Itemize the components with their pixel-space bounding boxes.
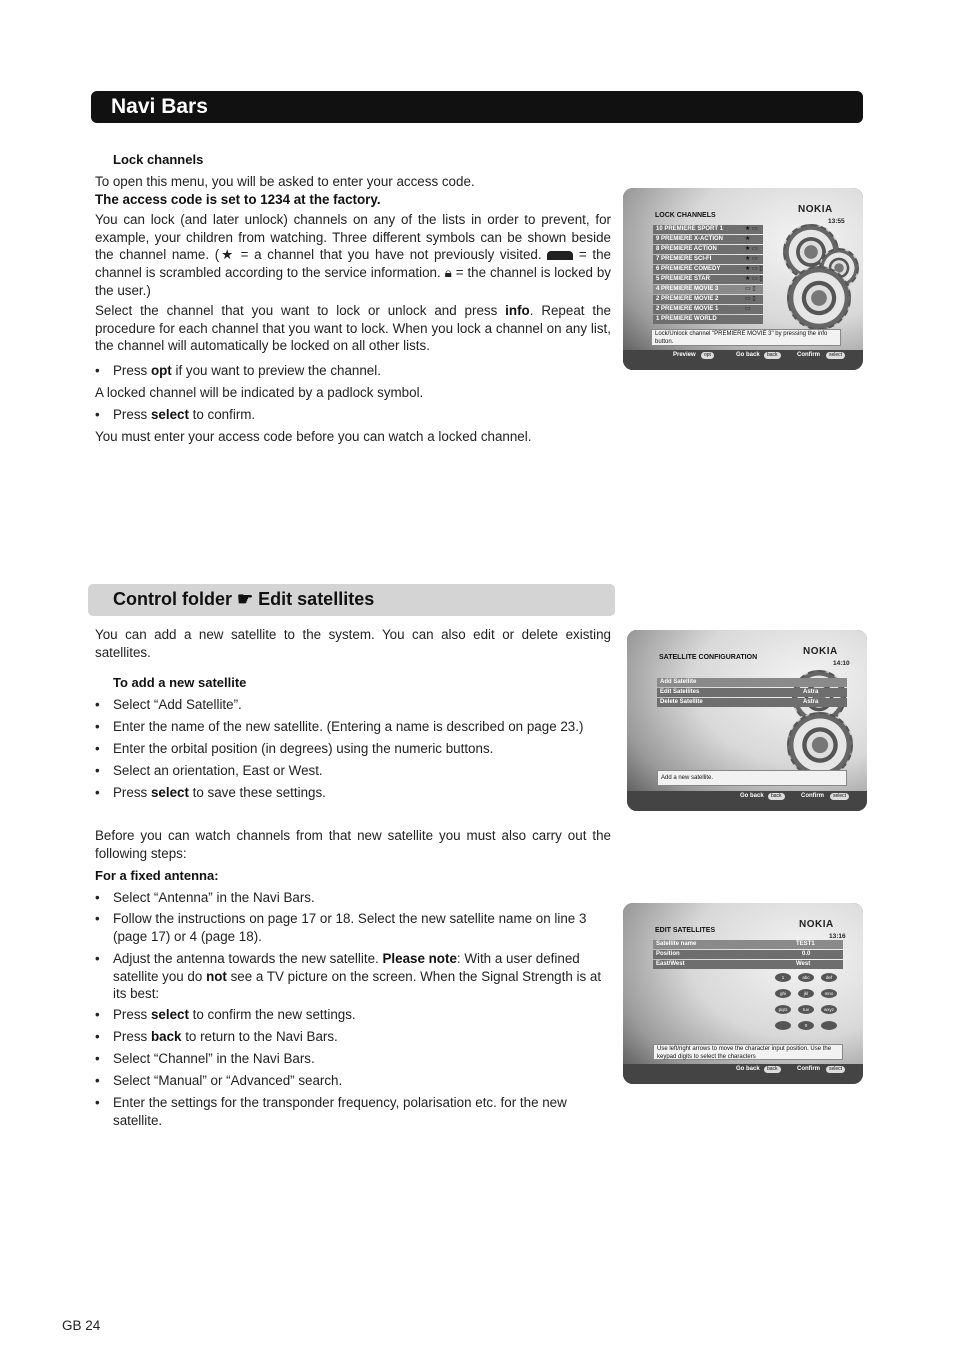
back-key[interactable]: back: [768, 793, 785, 800]
lock-paragraph-1: You can lock (and later unlock) channels on any of the lists in order to prevent, for example, your children from watching. Three different symbols can be shown beside the channel name. (★ = a channel that you have not previously visited. = the channel is scrambled according to the service information. 🔒︎ = the channel is locked by the user.): [95, 212, 612, 298]
gear-icon: [787, 266, 851, 330]
channel-row[interactable]: 10 PREMIERE SPORT 1: [653, 225, 763, 234]
field-position[interactable]: Position 0.0: [653, 950, 843, 959]
subsection-title: Control folder ☛ Edit satellites: [113, 589, 375, 609]
channel-status-icons: ★: [745, 236, 751, 242]
back-key[interactable]: back: [764, 1066, 781, 1073]
clock: 13:55: [828, 218, 845, 225]
lock-intro: To open this menu, you will be asked to enter your access code.: [95, 174, 475, 189]
pointing-hand-icon: ☛: [237, 589, 254, 609]
channel-row[interactable]: 9 PREMIERE X-ACTION: [653, 235, 763, 244]
lock-channels-screenshot: [623, 188, 863, 370]
channel-status-icons: ▭ ▯: [745, 286, 756, 292]
back-key[interactable]: back: [764, 352, 781, 359]
preview-label: Preview: [673, 352, 696, 358]
go-back-label: Go back: [736, 352, 760, 358]
gear-icon: [787, 712, 853, 778]
channel-row[interactable]: 8 PREMIERE ACTION: [653, 245, 763, 254]
keypad-key[interactable]: abc: [798, 973, 814, 982]
lock-paragraph-4: You must enter your access code before you can watch a locked channel.: [95, 429, 532, 444]
scrambled-icon: [547, 251, 573, 260]
nokia-logo: NOKIA: [803, 646, 838, 657]
channel-row[interactable]: 5 PREMIERE STAR: [653, 275, 763, 284]
go-back-label: Go back: [740, 793, 764, 799]
keypad-key[interactable]: tuv: [798, 1005, 814, 1014]
screen-message: Lock/Unlock channel "PREMIERE MOVIE 3" by pressing the info button.: [651, 329, 841, 346]
star-icon: ★: [219, 247, 236, 263]
keypad-key[interactable]: wxyz: [821, 1005, 837, 1014]
screen-title: LOCK CHANNELS: [655, 212, 716, 219]
confirm-label: Confirm: [797, 352, 820, 358]
satellite-configuration-screenshot: [627, 630, 867, 811]
add-satellite-heading: To add a new satellite: [113, 675, 247, 690]
screen-title: EDIT SATELLITES: [655, 927, 716, 934]
channel-status-icons: ★ ▭ ▯: [745, 276, 763, 282]
clock: 13:16: [829, 933, 846, 940]
field-east-west[interactable]: East/West West: [653, 960, 843, 969]
keypad-key[interactable]: [775, 1021, 791, 1030]
clock: 14:10: [833, 660, 850, 667]
page-number: GB 24: [62, 1318, 101, 1333]
channel-row[interactable]: 4 PREMIERE MOVIE 3: [653, 285, 763, 294]
lock-code-line: The access code is set to 1234 at the factory.: [95, 191, 381, 207]
keypad-key[interactable]: mno: [821, 989, 837, 998]
fixed-bullet-2: • Follow the instructions on page 17 or 18. Select the new satellite name on line 3 (page 17) or 4 (page 18).: [95, 911, 587, 944]
edit-satellites-screenshot: [623, 903, 863, 1084]
screen-title: SATELLITE CONFIGURATION: [659, 654, 758, 661]
nokia-logo: NOKIA: [798, 204, 833, 215]
menu-item-edit-satellites[interactable]: Edit Satellites Astra: [657, 688, 847, 697]
padlock-icon: 🔒︎: [444, 264, 452, 280]
fixed-bullet-8: • Enter the settings for the transponder frequency, polarisation etc. for the new satellite.: [95, 1095, 567, 1128]
channel-status-icons: ▭: [745, 306, 751, 312]
channel-status-icons: ▭ ▯: [745, 296, 756, 302]
channel-row[interactable]: 2 PREMIERE MOVIE 2: [653, 295, 763, 304]
keypad-key[interactable]: jkl: [798, 989, 814, 998]
screen-message: Use left/right arrows to move the character input position. Use the keypad digits to select the characters: [653, 1044, 843, 1060]
lock-paragraph-3: A locked channel will be indicated by a padlock symbol.: [95, 385, 424, 400]
menu-item-add-satellite[interactable]: Add Satellite: [657, 678, 847, 687]
before-paragraph: Before you can watch channels from that new satellite you must also carry out the following steps:: [95, 828, 611, 861]
section-banner: [91, 91, 863, 123]
channel-status-icons: ★ ▭: [745, 246, 758, 252]
go-back-label: Go back: [736, 1066, 760, 1072]
keypad-key[interactable]: pqrs: [775, 1005, 791, 1014]
keypad-key[interactable]: 1: [775, 973, 791, 982]
lock-heading: Lock channels: [113, 152, 204, 167]
lock-body: [95, 173, 611, 355]
opt-key[interactable]: opt: [701, 352, 714, 359]
channel-status-icons: ★ ▭: [745, 256, 758, 262]
channel-row[interactable]: 2 PREMIERE MOVIE 1: [653, 305, 763, 314]
fixed-antenna-heading: For a fixed antenna:: [95, 868, 219, 883]
keypad-key[interactable]: def: [821, 973, 837, 982]
lock-paragraph-2: Select the channel that you want to lock or unlock and press info. Repeat the procedure for each channel that you want to lock. When you lock a channel on any list, the channel will automatically be locked on all other lists.: [95, 303, 611, 354]
confirm-label: Confirm: [801, 793, 824, 799]
channel-status-icons: ★ ▭: [745, 226, 758, 232]
channel-status-icons: ★ ▭ ▯: [745, 266, 763, 272]
section-title: Navi Bars: [111, 95, 208, 118]
select-key[interactable]: select: [826, 1066, 845, 1073]
keypad-key[interactable]: [821, 1021, 837, 1030]
confirm-label: Confirm: [797, 1066, 820, 1072]
select-key[interactable]: select: [826, 352, 845, 359]
keypad-key[interactable]: ghi: [775, 989, 791, 998]
nokia-logo: NOKIA: [799, 919, 834, 930]
channel-row[interactable]: 1 PREMIERE WORLD: [653, 315, 763, 324]
on-screen-keypad: [775, 973, 845, 1039]
screen-message: Add a new satellite.: [657, 770, 847, 786]
channel-row[interactable]: 7 PREMIERE SCI-FI: [653, 255, 763, 264]
keypad-key[interactable]: 0: [798, 1021, 814, 1030]
menu-item-delete-satellite[interactable]: Delete Satellite Astra: [657, 698, 847, 707]
field-satellite-name[interactable]: Satellite name TEST1: [653, 940, 843, 949]
control-intro: You can add a new satellite to the system. You can also edit or delete existing satellites.: [95, 627, 611, 660]
fixed-bullet-3: • Adjust the antenna towards the new satellite. Please note: With a user defined satellite you do not see a TV picture on the screen. When the Signal Strength is at its best:: [95, 951, 602, 1002]
select-key[interactable]: select: [830, 793, 849, 800]
channel-row[interactable]: 6 PREMIERE COMEDY: [653, 265, 763, 274]
subsection-banner: [88, 584, 615, 616]
